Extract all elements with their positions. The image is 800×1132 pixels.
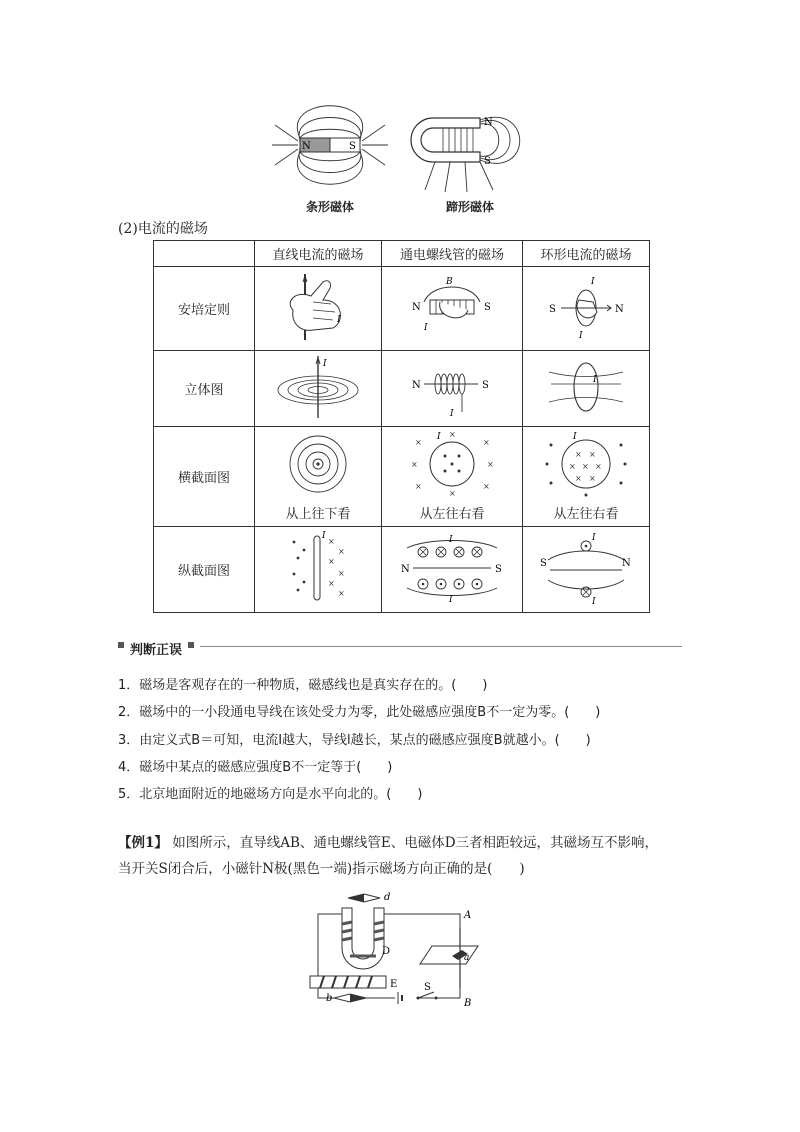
judge-item-4-num: 4． [118, 760, 140, 775]
judge-item-1-num: 1． [118, 678, 140, 693]
label-i-long-straight: I [322, 530, 326, 541]
label-n-ampere-loop: N [615, 303, 624, 315]
svg-text:×: × [415, 482, 422, 491]
fig-label-b-needle: b [326, 993, 333, 1004]
table-header-empty [154, 241, 255, 267]
cell-loop-3d [523, 351, 650, 427]
svg-text:×: × [338, 568, 345, 578]
svg-text:×: × [589, 474, 596, 483]
cross-note-straight: 从上往下看 [285, 507, 351, 522]
judge-item-1-text: 磁场是客观存在的一种物质，磁感线也是真实存在的。( ) [139, 678, 488, 693]
cell-straight-long [255, 527, 382, 613]
label-n-3d-solenoid: N [412, 379, 421, 391]
svg-text:×: × [487, 460, 494, 469]
judge-item-3-text: 由定义式B＝可知，电流I越大，导线l越长，某点的磁感应强度B就越小。( ) [139, 733, 591, 748]
label-s-ampere-loop: S [549, 303, 556, 315]
loop-longitudinal-diagram [536, 530, 636, 606]
label-i-long-loop-bottom: I [592, 596, 596, 606]
row-label-ampere-rule: 安培定则 [154, 267, 255, 351]
bar-s-label: S [349, 141, 356, 152]
horseshoe-n-label: N [484, 117, 493, 128]
svg-text:×: × [483, 482, 490, 491]
label-s-long-loop: S [540, 557, 547, 569]
right-hand-solenoid-icon [402, 272, 502, 342]
svg-text:×: × [589, 450, 596, 459]
cell-solenoid-3d [382, 351, 523, 427]
svg-text:×: × [483, 438, 490, 447]
svg-text:×: × [449, 489, 456, 497]
bar-magnet-caption: 条形磁体 [305, 200, 354, 214]
fig-label-s-switch: S [424, 982, 431, 993]
bar-n-label: N [302, 141, 311, 152]
svg-text:×: × [582, 462, 589, 471]
label-n-ampere-solenoid: N [412, 301, 421, 313]
label-i-ampere-loop: I [591, 276, 595, 287]
judge-item-4-text: 磁场中某点的磁感应强度B不一定等于( ) [139, 760, 393, 775]
svg-text:×: × [575, 450, 582, 459]
label-i-long-solenoid-top: I [449, 534, 453, 545]
loop-cross-section-diagram [541, 431, 631, 497]
svg-text:×: × [328, 556, 335, 566]
cell-solenoid-ampere [382, 267, 523, 351]
cell-loop-cross [523, 427, 650, 527]
fig-label-a-upper: A [464, 910, 472, 921]
cell-straight-cross [255, 427, 382, 527]
cell-straight-ampere [255, 267, 382, 351]
right-hand-straight-wire-icon [273, 272, 363, 342]
example-line-1 [118, 830, 698, 856]
judge-item-2-text: 磁场中的一小段通电导线在该处受力为零，此处磁感应强度B不一定为零。( ) [139, 705, 601, 720]
judge-item-5-num: 5． [118, 787, 140, 802]
table-header-straight: 直线电流的磁场 [255, 241, 382, 267]
bar-magnet-figure [270, 100, 390, 214]
example-line-2: 当开关S闭合后，小磁针N极(黑色一端)指示磁场方向正确的是( ) [118, 861, 525, 877]
judge-item-2-num: 2． [118, 705, 140, 720]
cell-solenoid-long [382, 527, 523, 613]
svg-text:×: × [328, 578, 335, 588]
svg-text:×: × [575, 474, 582, 483]
fig-label-e: E [390, 979, 398, 990]
svg-text:×: × [328, 536, 335, 546]
svg-text:×: × [338, 588, 345, 598]
right-hand-loop-icon [541, 272, 631, 342]
svg-text:×: × [595, 462, 602, 471]
cell-loop-ampere [523, 267, 650, 351]
horseshoe-s-label: S [484, 156, 491, 167]
solenoid-longitudinal-diagram [397, 530, 507, 606]
horseshoe-magnet-field-diagram [405, 100, 535, 196]
svg-text:×: × [569, 462, 576, 471]
cross-note-loop: 从左往右看 [553, 507, 619, 522]
judge-item-5-text: 北京地面附近的地磁场方向是水平向北的。( ) [139, 787, 423, 802]
judge-item-4 [118, 756, 392, 775]
label-i-long-loop-top: I [592, 532, 596, 543]
horseshoe-magnet-caption: 蹄形磁体 [445, 200, 494, 214]
current-magnetic-field-table [153, 240, 650, 613]
label-s-long-solenoid: S [495, 563, 502, 575]
example-tag: 【例1】 [118, 835, 168, 851]
straight-wire-longitudinal-diagram [278, 530, 358, 606]
judge-square-marker [118, 642, 124, 648]
label-i-cross-loop: I [573, 432, 577, 442]
judge-item-3-num: 3． [118, 733, 140, 748]
label-i-ampere-solenoid: I [424, 322, 428, 333]
label-i-ampere-straight: I [337, 314, 341, 325]
judge-item-1 [118, 674, 487, 693]
label-i-3d-straight: I [323, 358, 327, 369]
judge-item-2 [118, 701, 600, 720]
label-b-ampere-solenoid: B [446, 276, 453, 287]
fig-label-a-needle: a [464, 953, 470, 963]
label-s-3d-solenoid: S [482, 379, 489, 391]
label-n-long-loop: N [622, 557, 631, 569]
horseshoe-magnet-figure [405, 100, 535, 214]
judge-square-marker-end [188, 642, 194, 648]
section-heading: (2)电流的磁场 [118, 221, 208, 237]
fig-label-d: d [384, 892, 391, 903]
table-header-solenoid: 通电螺线管的磁场 [382, 241, 523, 267]
cell-solenoid-cross [382, 427, 523, 527]
solenoid-3d-diagram [402, 354, 502, 420]
judge-title: 判断正误 [130, 643, 183, 658]
label-i-3d-solenoid: I [450, 408, 454, 419]
cross-note-solenoid: 从左往右看 [419, 507, 485, 522]
judge-item-3 [118, 729, 591, 748]
label-i-cross-solenoid: I [437, 432, 441, 442]
judge-divider [200, 646, 682, 647]
straight-wire-cross-section-diagram [283, 431, 353, 497]
label-i-long-solenoid-bottom: I [449, 594, 453, 605]
loop-3d-diagram [541, 354, 631, 420]
svg-text:×: × [449, 431, 456, 439]
circuit-diagram [300, 888, 500, 1013]
example-circuit-figure [300, 888, 500, 1013]
label-n-long-solenoid: N [401, 563, 410, 575]
solenoid-cross-section-diagram [407, 431, 497, 497]
straight-wire-3d-diagram [273, 354, 363, 420]
fig-label-d-magnet: D [382, 946, 391, 957]
svg-text:×: × [411, 460, 418, 469]
label-s-ampere-solenoid: S [484, 301, 491, 313]
label-i-3d-loop: I [593, 374, 597, 385]
table-header-loop: 环形电流的磁场 [523, 241, 650, 267]
row-label-longitudinal-section: 纵截面图 [154, 527, 255, 613]
cell-straight-3d [255, 351, 382, 427]
fig-label-b-lower: B [464, 998, 472, 1009]
cell-loop-long [523, 527, 650, 613]
row-label-cross-section: 横截面图 [154, 427, 255, 527]
example-block [118, 830, 698, 882]
svg-text:×: × [338, 546, 345, 556]
row-label-3d-view: 立体图 [154, 351, 255, 427]
judge-header [118, 639, 682, 657]
label-i2-ampere-loop: I [579, 330, 583, 341]
judge-item-5 [118, 783, 422, 802]
bar-magnet-field-diagram [270, 100, 390, 196]
example-text-1: 如图所示，直导线AB、通电螺线管E、电磁体D三者相距较远，其磁场互不影响， [172, 835, 659, 851]
svg-text:×: × [415, 438, 422, 447]
